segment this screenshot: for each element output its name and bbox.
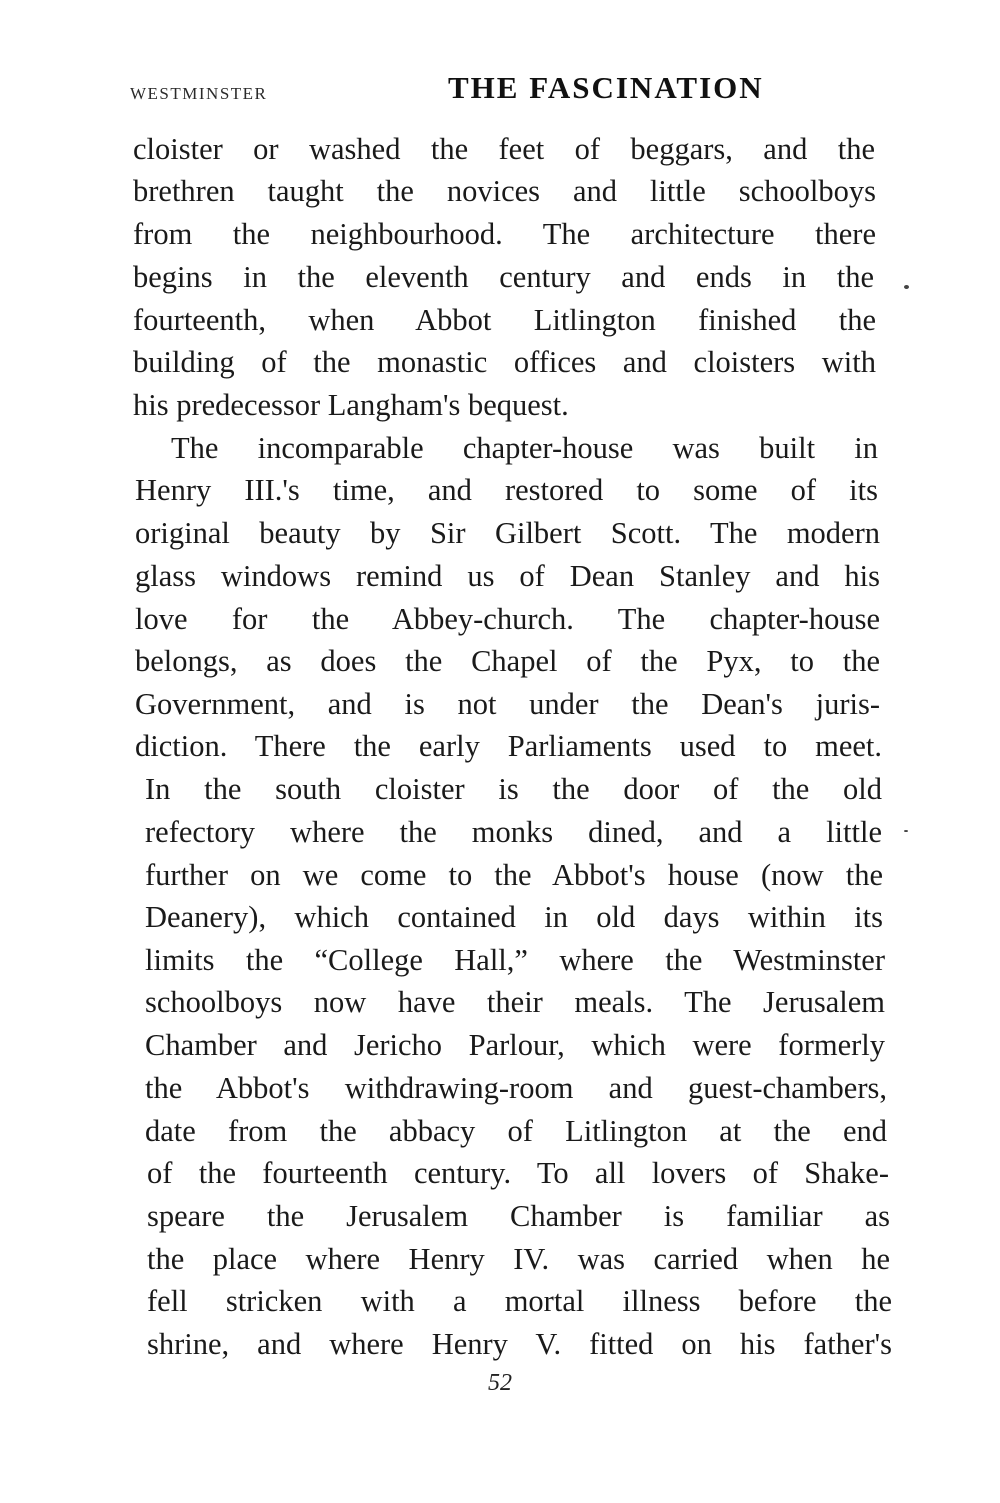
text-line: shrine, and where Henry V. fitted on his father's [147,1327,892,1361]
text-line: begins in the eleventh century and ends in the [133,260,874,294]
ink-speck [904,830,908,832]
text-line: fell stricken with a mortal illness before the [147,1284,892,1318]
running-head [130,70,830,110]
text-line: from the neighbourhood. The architecture there [133,217,876,251]
text-line: the place where Henry IV. was carried when he [147,1242,890,1276]
text-line: speare the Jerusalem Chamber is familiar as [147,1199,890,1233]
text-line: refectory where the monks dined, and a little [145,815,882,849]
text-line: schoolboys now have their meals. The Jerusalem [145,985,885,1019]
text-line: original beauty by Sir Gilbert Scott. The modern [135,516,880,550]
text-line: further on we come to the Abbot's house (now the [145,858,883,892]
ink-speck [904,285,909,289]
text-line: Henry III.'s time, and restored to some of its [135,473,878,507]
text-line: Government, and is not under the Dean's juris- [135,687,880,721]
text-line: the Abbot's withdrawing-room and guest-chambers, [145,1071,887,1105]
text-line: fourteenth, when Abbot Litlington finished the [133,303,876,337]
text-line: belongs, as does the Chapel of the Pyx, to the [135,644,880,678]
text-line: limits the “College Hall,” where the Westminster [145,943,885,977]
running-head-section: WESTMINSTER [130,84,268,103]
text-line: diction. There the early Parliaments used to meet. [135,729,882,763]
text-line: his predecessor Langham's bequest. [133,388,569,422]
text-line: In the south cloister is the door of the old [145,772,882,806]
text-line: building of the monastic offices and cloisters with [133,345,876,379]
text-line: brethren taught the novices and little schoolboys [133,174,876,208]
text-line: of the fourteenth century. To all lovers of Shake- [147,1156,889,1190]
text-line: Chamber and Jericho Parlour, which were formerly [145,1028,885,1062]
text-line: The incomparable chapter-house was built in [171,431,878,465]
text-line: Deanery), which contained in old days within its [145,900,883,934]
page-number: 52 [488,1370,512,1396]
text-line: cloister or washed the feet of beggars, and the [133,132,875,166]
text-line: glass windows remind us of Dean Stanley and his [135,559,880,593]
text-line: date from the abbacy of Litlington at the end [145,1114,887,1148]
text-line: love for the Abbey-church. The chapter-house [135,602,880,636]
running-head-title: THE FASCINATION [448,70,764,105]
